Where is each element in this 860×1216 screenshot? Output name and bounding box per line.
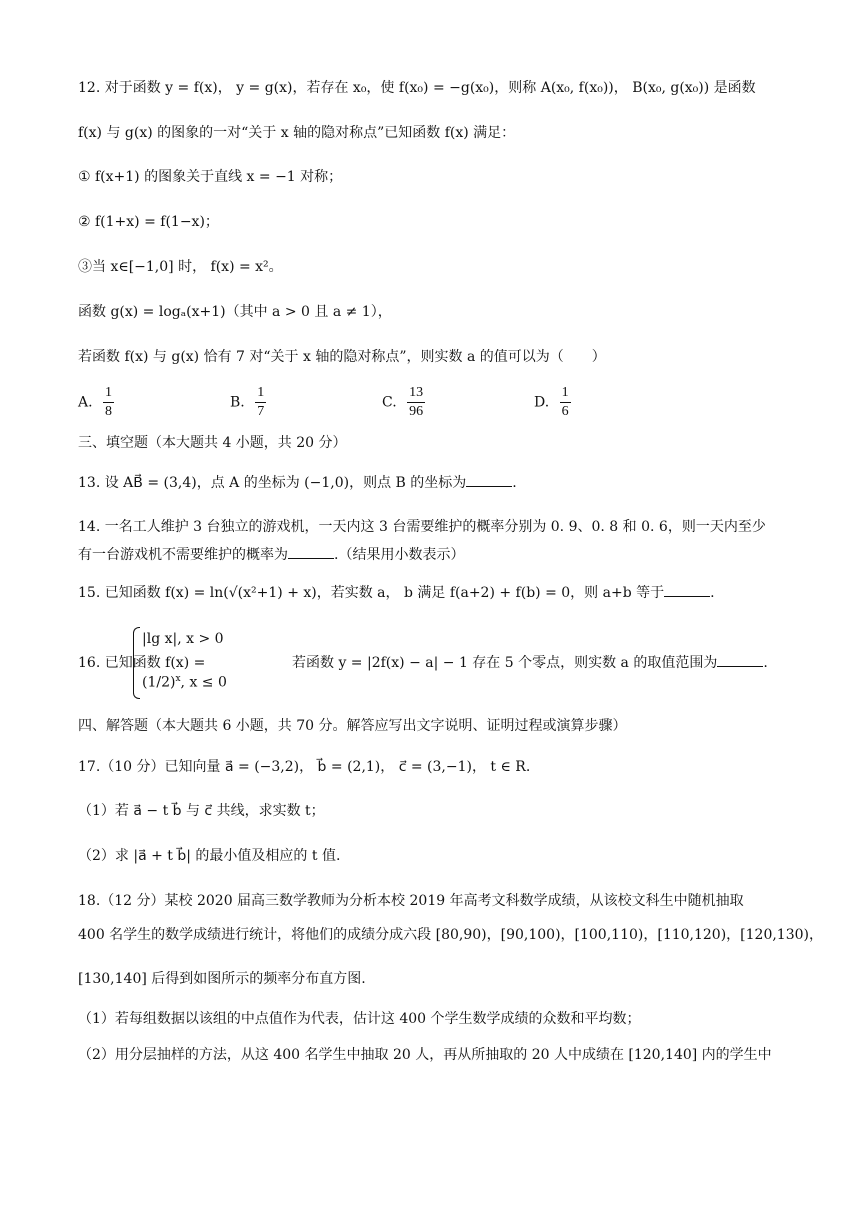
q14-text: 有一台游戏机不需要维护的概率为 (78, 547, 288, 563)
option-a-label: A. (78, 394, 93, 411)
q18-part2: （2）用分层抽样的方法，从这 400 名学生中抽取 20 人，再从所抽取的 20 人中成绩在 [120,140] 内的学生中 (78, 1047, 772, 1063)
option-a[interactable] (78, 384, 114, 421)
q13-text: 13. 设 AB⃗ = (3,4)，点 A 的坐标为 (−1,0)，则点 B 的坐标为 (78, 475, 467, 491)
q16-brace (133, 627, 140, 699)
q15-text: 15. 已知函数 f(x) = ln(√(x²+1) + x)，若实数 a， b 满足 f(a+2) + f(b) = 0，则 a+b 等于 (78, 585, 665, 601)
option-a-fraction (103, 384, 114, 421)
option-d-label: D. (534, 394, 550, 411)
q17-line1: 17.（10 分）已知向量 a⃗ = (−3,2)， b⃗ = (2,1)， c⃗ = (3,−1)， t ∈ R. (78, 759, 531, 775)
option-b-den: 7 (257, 404, 265, 419)
q14-end: .（结果用小数表示） (334, 547, 465, 563)
q18-line1: 18.（12 分）某校 2020 届高三数学教师为分析本校 2019 年高考文科数学成绩，从该校文科生中随机抽取 (78, 893, 744, 909)
q15-end: . (710, 585, 715, 601)
q15-answer-blank[interactable] (664, 582, 710, 597)
q16-case-2-cond: , x ≤ 0 (180, 674, 227, 691)
q12-question: 若函数 f(x) 与 g(x) 恰有 7 对“关于 x 轴的隐对称点”，则实数 a 的值可以为（ ） (78, 349, 606, 365)
q16-end: . (763, 655, 768, 671)
q13 (78, 472, 517, 494)
option-c-den: 96 (409, 404, 424, 419)
option-a-den: 8 (105, 404, 113, 419)
option-c-fraction (407, 384, 425, 421)
section-3-heading: 三、填空题（本大题共 4 小题，共 20 分） (78, 435, 347, 451)
q12-condition-2: ② f(1+x) = f(1−x)； (78, 214, 219, 230)
q16-case-2-exp: x (175, 674, 181, 684)
q13-end: . (512, 475, 517, 491)
option-b-fraction (255, 384, 266, 421)
q18-part1: （1）若每组数据以该组的中点值作为代表，估计这 400 个学生数学成绩的众数和平均数； (78, 1011, 641, 1027)
q12-line1: 12. 对于函数 y = f(x)， y = g(x)，若存在 x₀，使 f(x₀) = −g(x₀)，则称 A(x₀, f(x₀))， B(x₀, g(x₀)) 是函数 (78, 80, 756, 96)
q12-condition-1: ① f(x+1) 的图象关于直线 x = −1 对称； (78, 169, 343, 185)
option-c[interactable] (382, 384, 425, 421)
q17-part2: （2）求 |a⃗ + t b⃗| 的最小值及相应的 t 值. (78, 848, 341, 864)
q14-line1: 14. 一名工人维护 3 台独立的游戏机，一天内这 3 台需要维护的概率分别为 0. 9、0. 8 和 0. 6，则一天内至少 (78, 519, 766, 535)
q12-line2: f(x) 与 g(x) 的图象的一对“关于 x 轴的隐对称点”已知函数 f(x) 满足： (78, 125, 516, 141)
q15 (78, 582, 715, 604)
option-c-num: 13 (407, 384, 425, 403)
option-d-fraction (560, 384, 571, 421)
q16-case-2-base: (1/2) (142, 674, 176, 691)
q13-answer-blank[interactable] (466, 472, 512, 487)
option-d-den: 6 (561, 404, 569, 419)
q12-condition-3: ③当 x∈[−1,0] 时， f(x) = x²。 (78, 259, 283, 275)
q14-line2 (78, 544, 464, 566)
q16-question (292, 652, 768, 674)
q16-case-1: |lg x|, x > 0 (142, 631, 224, 647)
q16-text: 若函数 y = |2f(x) − a| − 1 存在 5 个零点，则实数 a 的取值范围为 (292, 655, 718, 671)
q12-g-definition: 函数 g(x) = logₐ(x+1)（其中 a > 0 且 a ≠ 1）， (78, 304, 392, 320)
option-d-num: 1 (560, 384, 571, 403)
option-b-label: B. (230, 394, 245, 411)
option-b-num: 1 (255, 384, 266, 403)
option-d[interactable] (534, 384, 571, 421)
q18-line2: 400 名学生的数学成绩进行统计，将他们的成绩分成六段 [80,90)，[90,100)，[100,110)，[110,120)，[120,130)， (78, 927, 823, 943)
q14-answer-blank[interactable] (288, 544, 334, 559)
q18-line3: [130,140] 后得到如图所示的频率分布直方图. (78, 971, 366, 987)
q16-case-2 (142, 668, 227, 694)
section-4-heading: 四、解答题（本大题共 6 小题，共 70 分。解答应写出文字说明、证明过程或演算步骤） (78, 718, 627, 734)
option-c-label: C. (382, 394, 397, 411)
q16-lead: 16. 已知函数 f(x) = (78, 655, 206, 671)
option-b[interactable] (230, 384, 266, 421)
option-a-num: 1 (103, 384, 114, 403)
q16-answer-blank[interactable] (717, 652, 763, 667)
q17-part1: （1）若 a⃗ − t b⃗ 与 c⃗ 共线，求实数 t； (78, 803, 325, 819)
